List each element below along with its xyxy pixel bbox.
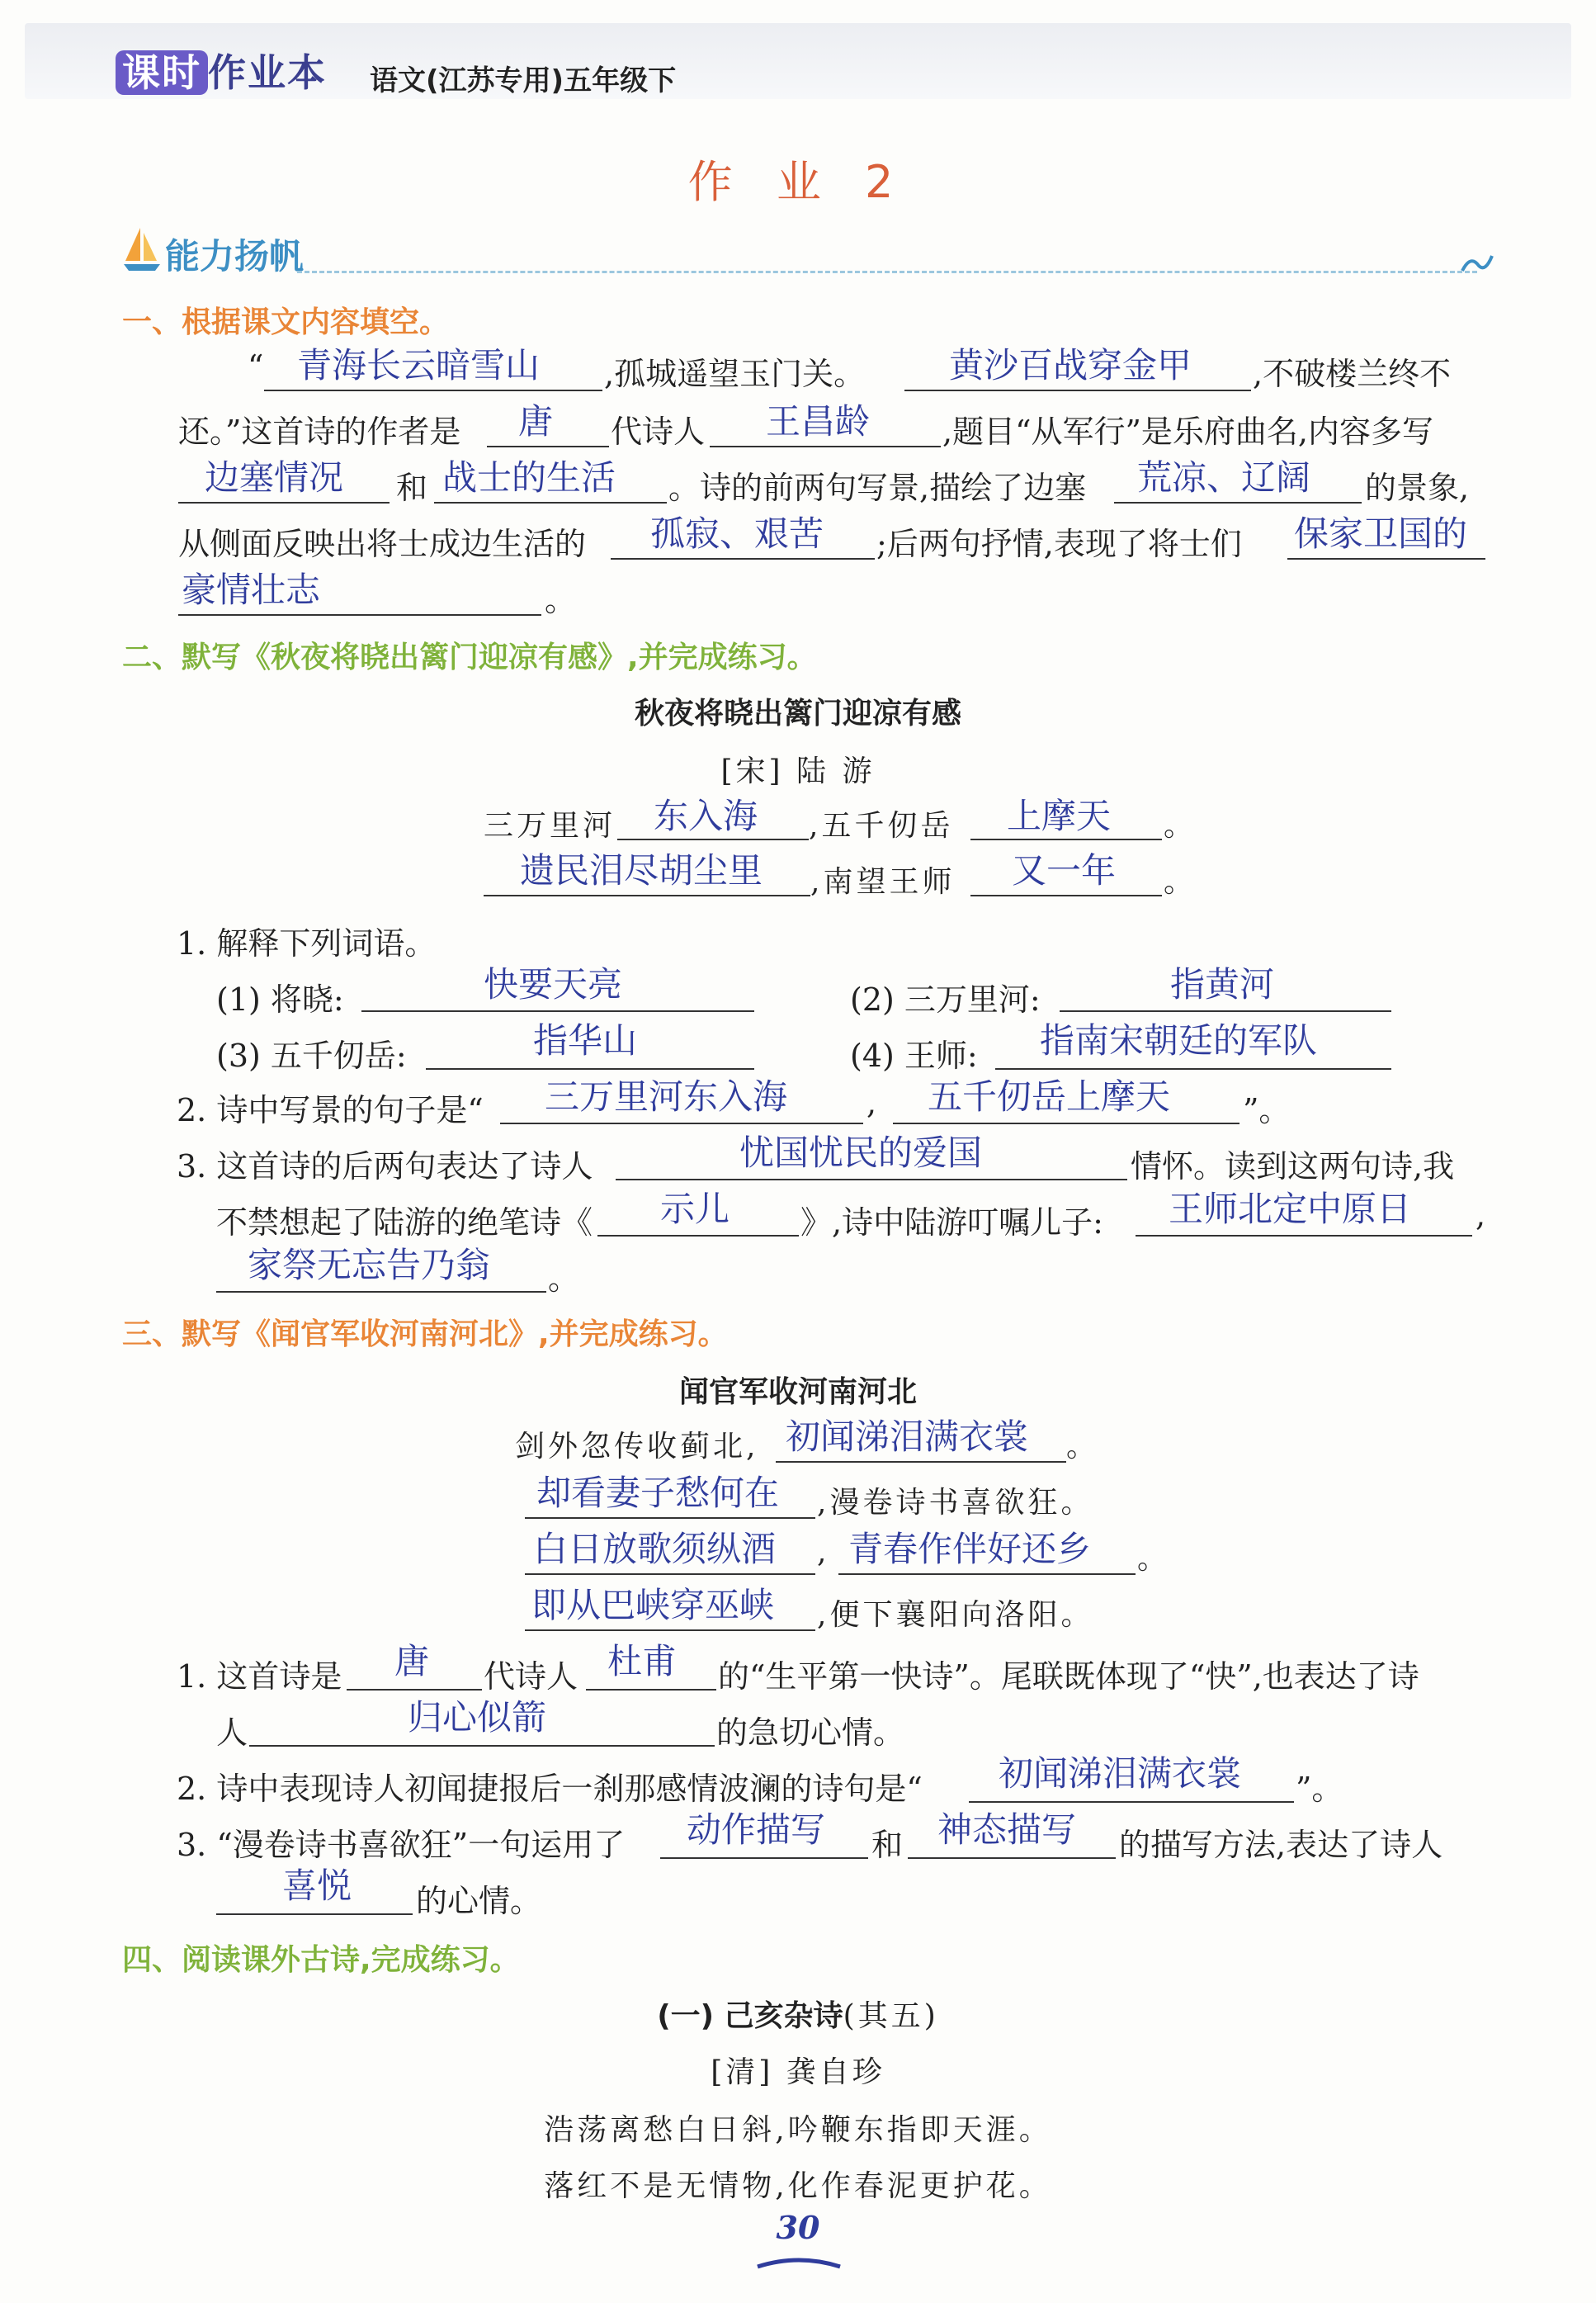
answer-line [487, 446, 609, 447]
answer: 战士的生活 [442, 457, 616, 498]
question-text: 2. 诗中表现诗人初闻捷报后一刹那感情波澜的诗句是“ [177, 1771, 923, 1807]
question-text: 。 [548, 1260, 580, 1297]
poem-text: 。 [1164, 865, 1197, 899]
answer: 上摩天 [1007, 796, 1112, 836]
answer: 东入海 [654, 796, 758, 836]
answer: 遗民泪尽胡尘里 [520, 850, 763, 891]
q1-text: 代诗人 [611, 414, 706, 450]
poem-text: 剑外忽传收蓟北, [515, 1430, 759, 1464]
poem-text: ,五千仞岳 [809, 809, 954, 843]
answer: 青春作伴好还乡 [848, 1529, 1092, 1569]
answer: 三万里河东入海 [545, 1076, 788, 1117]
poem-text: ,便下襄阳向洛阳。 [817, 1598, 1094, 1632]
answer-line [500, 1123, 863, 1124]
question-text: 1. 解释下列词语。 [177, 925, 437, 962]
q1-text: ,题目“从军行”是乐府曲名,内容多写 [942, 414, 1434, 450]
answer: 白日放歌须纵酒 [533, 1529, 777, 1569]
answer: 神态描写 [937, 1809, 1077, 1850]
question-text: 的“生平第一快诗”。尾联既体现了“快”,也表达了诗 [718, 1658, 1419, 1695]
question-text: 的急切心情。 [716, 1714, 905, 1751]
poem-author: [清] 龚自珍 [711, 2055, 885, 2089]
wave-icon [1461, 248, 1494, 276]
poem-title [0, 1993, 1596, 2035]
question-text: (1) 将晓: [216, 981, 344, 1018]
answer: 初闻涕泪满衣裳 [999, 1753, 1242, 1794]
poem-text: 。 [1137, 1542, 1171, 1576]
q1-text: 的景象, [1365, 470, 1470, 506]
q1-text: 。 [545, 582, 577, 618]
answer: 黄沙百战穿金甲 [949, 345, 1192, 385]
answer: 忧国忧民的爱国 [739, 1133, 983, 1173]
poem-text: , [817, 1535, 830, 1569]
answer: 指黄河 [1170, 964, 1275, 1005]
section-label: 能力扬帆 [165, 236, 305, 277]
q1-text: 还。”这首诗的作者是 [178, 414, 461, 450]
brand-logo-text: 作业本 [208, 50, 327, 95]
q1-text: ,不破楼兰终不 [1253, 356, 1452, 392]
answer-line [970, 839, 1162, 840]
answer-line [893, 1123, 1239, 1124]
answer-line [434, 502, 667, 504]
question-text: 不禁想起了陆游的绝笔诗《 [216, 1204, 593, 1241]
q1-text: ,孤城遥望玉门关。 [604, 356, 866, 392]
brand-logo [116, 43, 327, 97]
answer-line [617, 839, 809, 840]
question-text: ”。 [1243, 1092, 1291, 1128]
poem-text: ,漫卷诗书喜欲狂。 [817, 1486, 1094, 1520]
question-text: 3. 这首诗的后两句表达了诗人 [177, 1148, 593, 1185]
poem-text: 。 [1066, 1430, 1100, 1464]
answer: 示儿 [660, 1189, 730, 1229]
answer: 荒凉、辽阔 [1137, 457, 1311, 498]
answer: 唐 [518, 401, 554, 442]
brand-logo-mark: 课时 [116, 50, 208, 95]
question-text: 和 [871, 1827, 904, 1863]
answer: 王师北定中原日 [1169, 1189, 1412, 1229]
subject-label: 语文(江苏专用)五年级下 [370, 64, 677, 97]
answer-line [597, 1235, 799, 1237]
homework-title: 作 业 2 [687, 156, 909, 208]
answer: 孤寂、艰苦 [650, 513, 824, 554]
answer-line [178, 502, 390, 504]
poem-title: 闻官军收河南河北 [678, 1375, 917, 1409]
q1-text: 。诗的前两句写景,描绘了边塞 [668, 470, 1087, 506]
question-text: 》,诗中陆游叮嘱儿子: [800, 1204, 1103, 1241]
poem-title: 秋夜将晓出篱门迎凉有感 [634, 697, 961, 731]
answer: 杜甫 [607, 1641, 678, 1681]
answer: 青海长云暗雪山 [297, 345, 541, 385]
q1-text: ;后两句抒情,表现了将士们 [876, 526, 1242, 562]
q1-text: 从侧面反映出将士成边生活的 [178, 526, 587, 562]
question-text: 人 [216, 1714, 248, 1751]
answer: 归心似箭 [408, 1697, 547, 1738]
page-number: 30 [776, 2209, 820, 2246]
answer: 指华山 [533, 1020, 638, 1061]
answer-line [525, 1517, 815, 1519]
question-text: 的心情。 [416, 1883, 542, 1919]
answer-line [1287, 558, 1485, 560]
poem-line: 落红不是无情物,化作春泥更护花。 [544, 2169, 1052, 2203]
answer-line [611, 558, 875, 560]
answer: 五千仞岳上摩天 [928, 1076, 1171, 1117]
answer-line [776, 1461, 1066, 1463]
q3-title: 三、默写《闻官军收河南河北》,并完成练习。 [122, 1317, 728, 1351]
answer-line [361, 1010, 754, 1012]
answer: 王昌龄 [766, 401, 871, 442]
poem-text: 三万里河 [484, 809, 616, 843]
answer: 边塞情况 [205, 457, 344, 498]
answer: 又一年 [1012, 850, 1117, 891]
poem-title-sub: (其五) [843, 1999, 939, 2033]
answer: 快要天亮 [484, 964, 623, 1005]
q1-title: 一、根据课文内容填空。 [122, 305, 450, 339]
question-text: 情怀。读到这两句诗,我 [1131, 1148, 1455, 1185]
q4-title: 四、阅读课外古诗,完成练习。 [122, 1943, 520, 1977]
question-text: (3) 五千仞岳: [216, 1038, 407, 1074]
question-text: , [866, 1085, 877, 1121]
question-text: 2. 诗中写景的句子是“ [177, 1092, 484, 1128]
answer: 家祭无忘告乃翁 [248, 1245, 491, 1285]
answer-line [970, 895, 1162, 896]
answer-line [525, 1573, 815, 1575]
poem-title-main: (一) 己亥杂诗 [657, 1999, 843, 2033]
section-divider [297, 271, 1477, 273]
poem-author: [宋] 陆 游 [720, 754, 876, 788]
answer-line [838, 1573, 1136, 1575]
question-text: 1. 这首诗是 [177, 1658, 342, 1695]
q1-text: 和 [396, 470, 428, 506]
answer: 初闻涕泪满衣裳 [786, 1416, 1029, 1457]
answer: 唐 [394, 1641, 430, 1681]
page-number-ornament [756, 2252, 842, 2270]
answer-line [264, 390, 602, 391]
answer-line [908, 1857, 1116, 1859]
q1-text: “ [248, 348, 264, 385]
answer-line [1060, 1010, 1391, 1012]
answer: 即从巴峡穿巫峡 [531, 1585, 775, 1625]
answer-line [1114, 502, 1362, 504]
answer-line [660, 1857, 868, 1859]
answer-line [904, 390, 1251, 391]
q2-title: 二、默写《秋夜将晓出篱门迎凉有感》,并完成练习。 [122, 641, 817, 674]
question-text: ”。 [1296, 1771, 1343, 1807]
answer-line [178, 614, 541, 616]
question-text: 代诗人 [484, 1658, 578, 1695]
answer-line [216, 1291, 546, 1293]
poem-text: 。 [1164, 809, 1197, 843]
answer-line [616, 1179, 1127, 1180]
answer: 豪情壮志 [182, 570, 321, 610]
poem-text: ,南望王师 [810, 865, 956, 899]
answer: 保家卫国的 [1294, 513, 1468, 554]
question-text: (2) 三万里河: [850, 981, 1041, 1018]
answer-line [586, 1689, 716, 1691]
answer-line [525, 1629, 815, 1631]
answer: 喜悦 [282, 1866, 352, 1906]
question-text: 的描写方法,表达了诗人 [1119, 1827, 1443, 1863]
answer: 动作描写 [687, 1809, 826, 1850]
answer: 指南宋朝廷的军队 [1040, 1020, 1318, 1061]
question-text: , [1476, 1197, 1486, 1233]
sail-icon [122, 225, 162, 272]
answer-line [710, 446, 941, 447]
answer-line [484, 895, 810, 896]
answer-line [1136, 1235, 1472, 1237]
poem-line: 浩荡离愁白日斜,吟鞭东指即天涯。 [544, 2113, 1052, 2147]
answer-line [216, 1913, 413, 1915]
answer-line [249, 1745, 715, 1747]
question-text: 3. “漫卷诗书喜欲狂”一句运用了 [177, 1827, 626, 1863]
answer: 却看妻子愁何在 [536, 1473, 780, 1513]
question-text: (4) 王师: [850, 1038, 978, 1074]
